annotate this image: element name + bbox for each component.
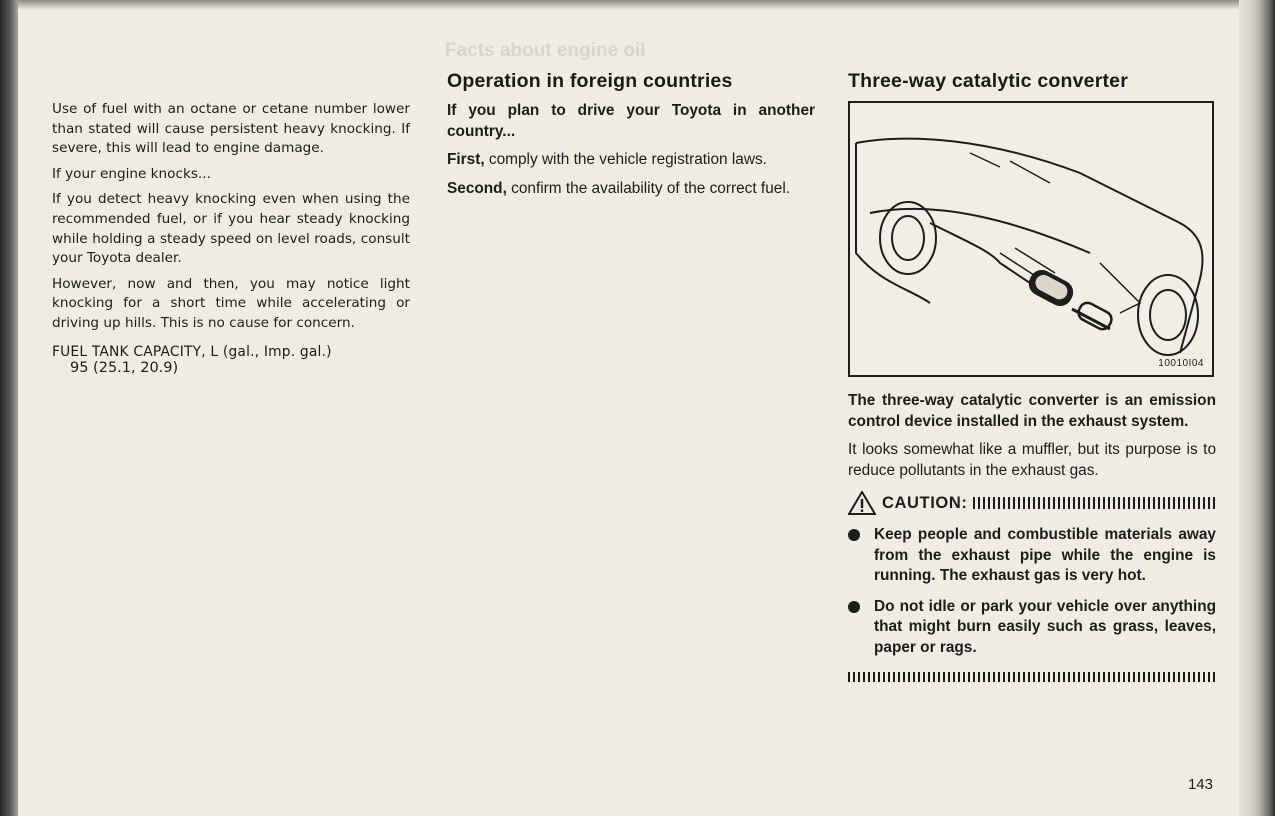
figure-number: 10010I04 [1158,358,1204,369]
caution-header [848,491,1216,515]
fuel-tank-capacity-label: FUEL TANK CAPACITY, L (gal., Imp. gal.) [52,343,332,360]
heavy-knocking-paragraph: If you detect heavy knocking even when using the recommended fuel, or if you hear steady knocking while holding a steady speed on level roads, consult your Toyota dealer. [52,191,410,267]
bullet-icon [848,601,860,613]
first-lead: First, [447,151,485,168]
left-column [52,100,410,376]
bullet-icon [848,529,860,541]
converter-caption: The three-way catalytic converter is an emission control device installed in the exhaust system. [848,392,1216,430]
page-number: 143 [1187,776,1213,793]
caution-end-rule [848,672,1216,682]
first-text: comply with the vehicle registration laws. [484,151,767,168]
catalytic-converter-illustration [848,101,1214,377]
fuel-tank-capacity-value: 95 (25.1, 20.9) [70,359,179,376]
exhaust-front-pipe [930,223,1030,283]
catalytic-converter-heading: Three-way catalytic converter [848,70,1129,92]
muffler-shape [1076,300,1114,332]
converter-description: It looks somewhat like a muffler, but its purpose is to reduce pollutants in the exhaust gas. [848,441,1216,479]
second-lead: Second, [447,179,507,197]
catalytic-converter-highlight [1025,266,1078,311]
foreign-countries-intro: If you plan to drive your Toyota in another country... [447,102,815,140]
caution-item-text: Keep people and combustible materials away from the exhaust pipe while the engine is running. The exhaust gas is very hot. [874,526,1216,584]
caution-item-exhaust-pipe [848,525,1216,587]
caution-rule [973,497,1216,509]
foreign-countries-heading: Operation in foreign countries [447,70,733,92]
right-column [848,60,1216,682]
warning-triangle-icon [848,491,876,515]
fuel-availability-paragraph [447,179,815,200]
underbody-exhaust-drawing [850,103,1212,375]
second-text: confirm the availability of the correct fuel. [506,179,791,197]
caution-item-text: Do not idle or park your vehicle over anything that might burn easily such as grass, leaves, paper or rags. [874,597,1216,656]
rear-wheel [1138,275,1198,355]
bleed-through-heading: Facts about engine oil [445,40,646,61]
floor-line [870,209,1090,253]
middle-column [447,60,815,207]
octane-warning-paragraph: Use of fuel with an octane or cetane number lower than stated will cause persistent heavy knocking. If severe, this will lead to engine damage. [52,101,410,157]
registration-paragraph [447,150,815,171]
page-stack-right-edge [1239,0,1275,816]
front-wheel [880,202,936,274]
page-top-shadow [0,0,1275,10]
caution-item-parking [848,597,1216,659]
caution-label: CAUTION: [882,493,968,512]
light-knocking-paragraph: However, now and then, you may notice light knocking for a short time while accelerating or driving up hills. This is no cause for concern. [52,275,410,331]
engine-knocks-subheading: If your engine knocks... [52,165,211,182]
binding-left-edge [0,0,18,816]
